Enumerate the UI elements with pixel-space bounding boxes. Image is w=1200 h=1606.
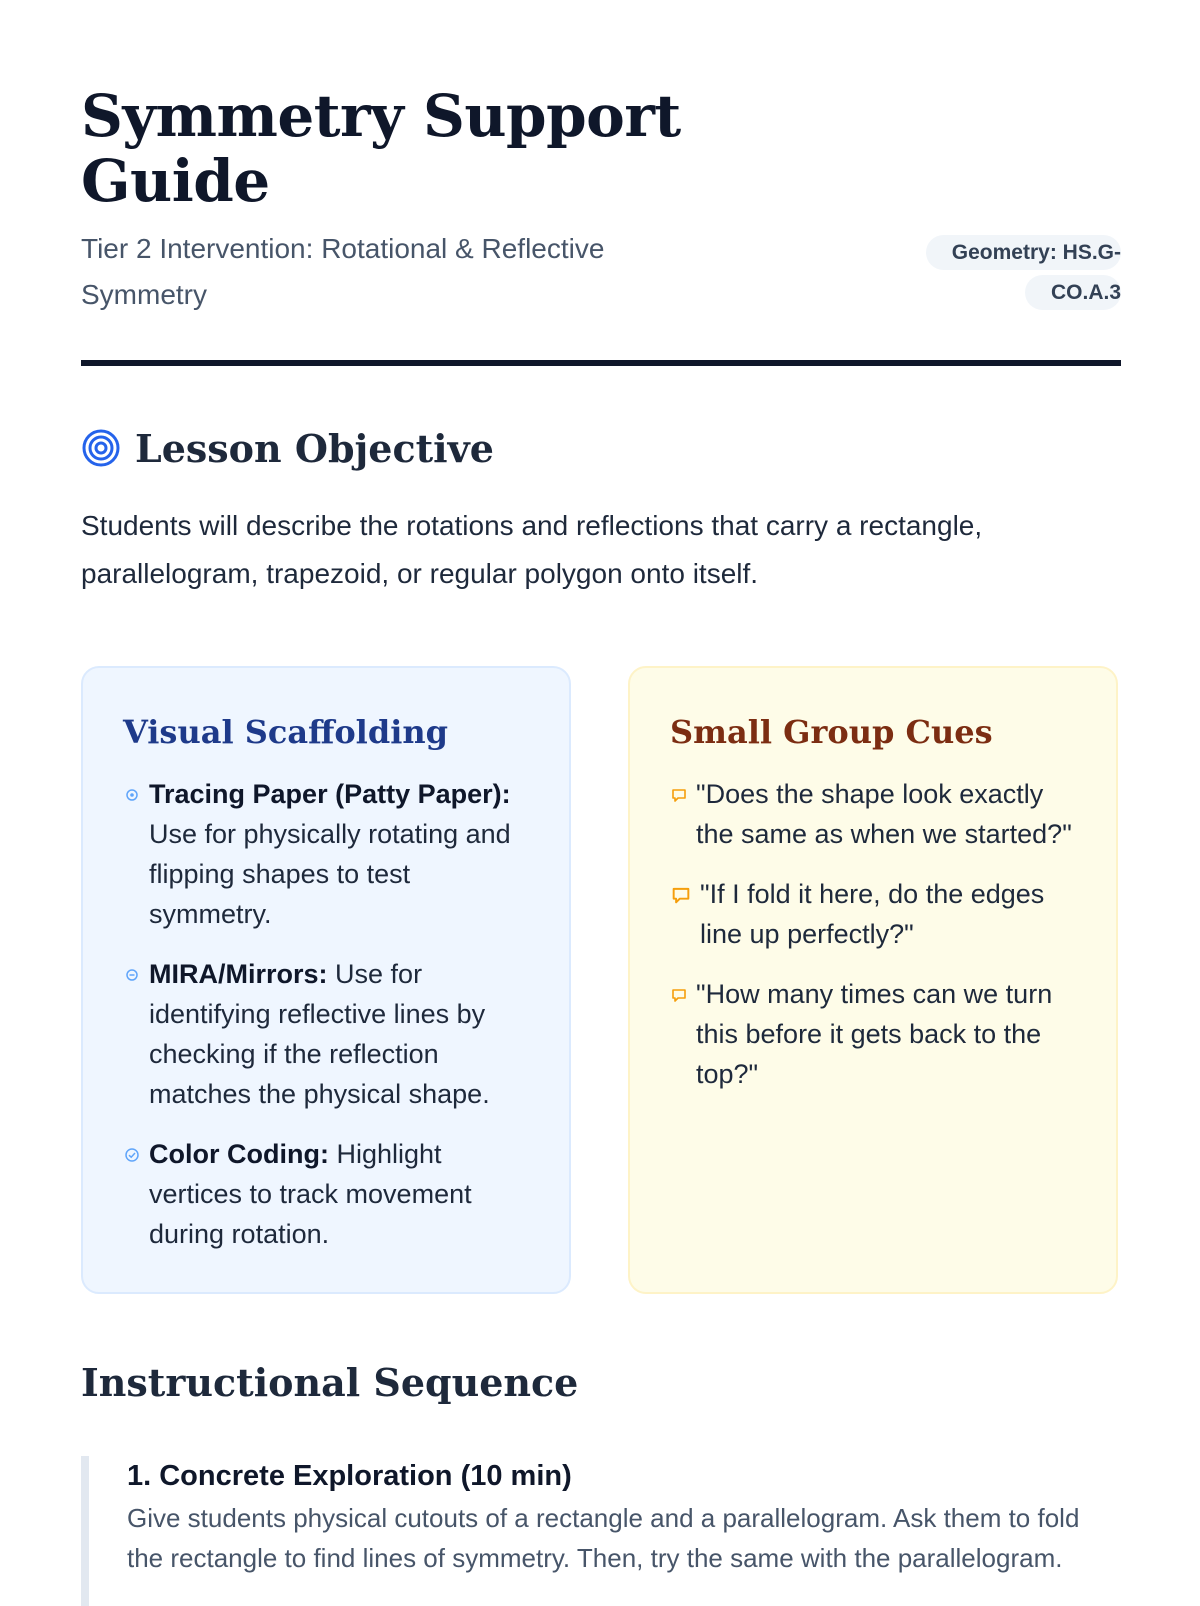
list-item	[670, 874, 1076, 954]
list-item	[123, 954, 529, 1114]
objective-heading-label: Lesson Objective	[135, 425, 494, 471]
objective-heading	[81, 420, 494, 476]
page-subtitle: Tier 2 Intervention: Rotational & Reflective Symmetry	[81, 233, 605, 310]
list-item	[123, 774, 529, 934]
list-item-description: Highlight vertices to track movement during rotation.	[149, 1139, 472, 1249]
list-item	[670, 974, 1076, 1094]
step-title: 1. Concrete Exploration (10 min)	[127, 1460, 572, 1492]
step-text: Give students physical cutouts of a rectangle and a parallelogram. Ask them to fold the rectangle to find lines of symmetry. Then, try the same with the parallelogram.	[127, 1503, 1080, 1573]
visual-scaffolding-card	[81, 666, 571, 1294]
list-item-term: Tracing Paper (Patty Paper):	[149, 779, 511, 809]
header-divider	[81, 360, 1121, 366]
check-circle-icon	[123, 1146, 141, 1164]
small-group-cues-card	[628, 666, 1118, 1294]
objective-text: Students will describe the rotations and reflections that carry a rectangle, parallelogram, trapezoid, or regular polygon onto itself.	[81, 510, 983, 589]
page-title: Symmetry Support Guide	[81, 82, 681, 215]
cue-text: "How many times can we turn this before it gets back to the top?"	[696, 979, 1053, 1089]
target-icon	[81, 428, 121, 468]
small-group-cues-list	[670, 774, 1076, 1094]
list-item-description: Use for identifying reflective lines by checking if the reflection matches the physical shape.	[149, 959, 490, 1109]
list-item	[123, 1134, 529, 1254]
circle-bullet-icon	[123, 786, 141, 804]
cue-text: "Does the shape look exactly the same as when we started?"	[696, 779, 1072, 849]
speech-bubble-icon	[670, 786, 688, 804]
sequence-heading: Instructional Sequence	[81, 1360, 579, 1405]
small-group-cues-title: Small Group Cues	[670, 713, 993, 751]
list-item-text	[149, 1134, 529, 1254]
cue-text: "If I fold it here, do the edges line up perfectly?"	[700, 879, 1045, 949]
circle-bullet-icon	[123, 966, 141, 984]
header	[81, 0, 1121, 471]
list-item-text	[149, 774, 529, 934]
list-item-term: MIRA/Mirrors:	[149, 959, 328, 989]
list-item-text	[149, 954, 529, 1114]
speech-bubble-icon	[670, 884, 692, 906]
list-item-term: Color Coding:	[149, 1139, 329, 1169]
sequence-step	[81, 1456, 1121, 1606]
list-item	[670, 774, 1076, 854]
standard-badge	[901, 233, 1121, 313]
speech-bubble-icon	[670, 986, 688, 1004]
visual-scaffolding-list	[123, 774, 529, 1254]
page	[81, 0, 1121, 1573]
visual-scaffolding-title: Visual Scaffolding	[123, 713, 448, 751]
standard-badge-label: Geometry: HS.G-CO.A.3	[926, 235, 1121, 310]
list-item-description: Use for physically rotating and flipping shapes to test symmetry.	[149, 819, 511, 929]
